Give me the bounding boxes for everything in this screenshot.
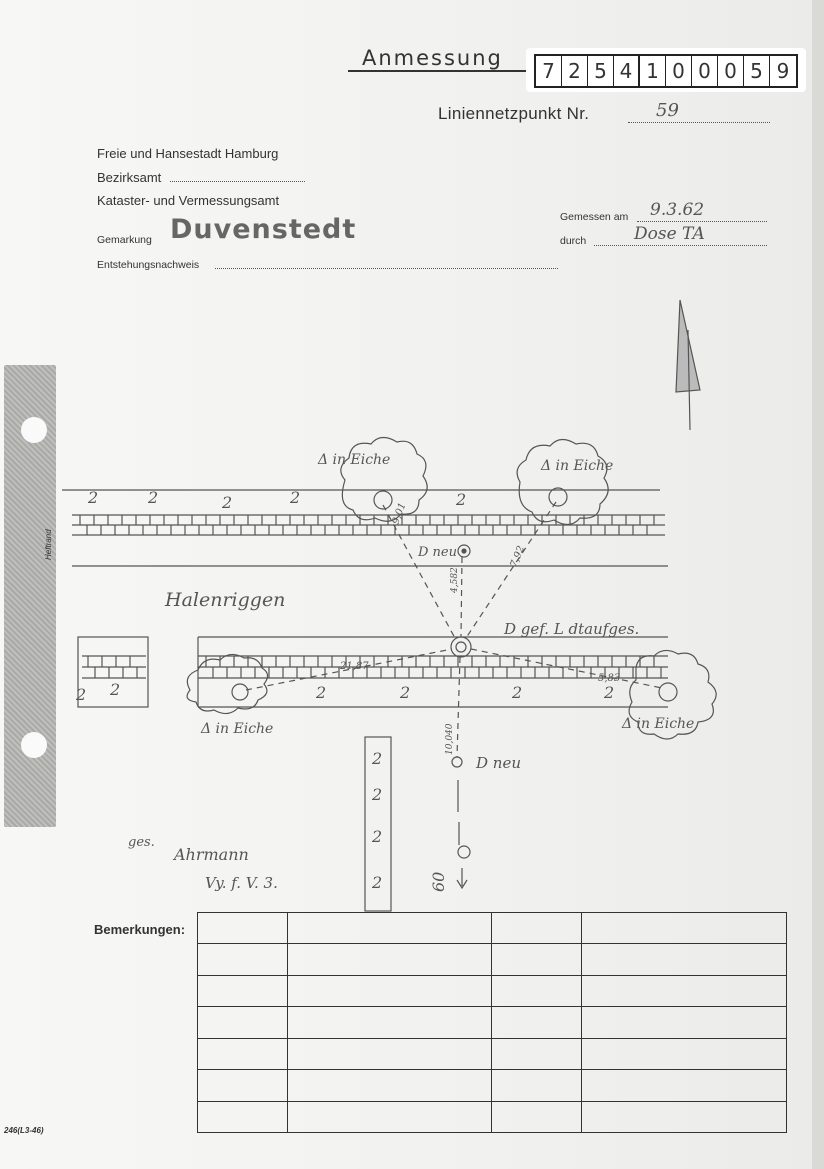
remarks-cell[interactable] — [491, 913, 581, 944]
point-number-digit: 7 — [536, 56, 562, 86]
tree-ne-marker — [549, 488, 567, 506]
point-next-marker — [458, 846, 470, 858]
remarks-cell[interactable] — [198, 1007, 288, 1038]
curb-mark: 2 — [372, 785, 383, 804]
remarks-cell[interactable] — [491, 975, 581, 1006]
point-number-digit: 1 — [640, 56, 666, 86]
form-code: 246(L3-46) — [4, 1126, 44, 1135]
curb-mark: 2 — [512, 683, 523, 702]
remarks-row — [198, 975, 787, 1006]
curb-mark: 2 — [456, 490, 467, 509]
tree-nw-marker — [374, 491, 392, 509]
heftrand-label: Heftrand — [44, 529, 53, 560]
form-title: Anmessung — [348, 46, 530, 72]
remarks-cell[interactable] — [581, 1007, 786, 1038]
curb-mark: 2 — [316, 683, 327, 702]
curb-marks — [75, 488, 614, 892]
remarks-cell[interactable] — [581, 1038, 786, 1069]
point-number-digit: 5 — [744, 56, 770, 86]
dist-w: 21,87 — [340, 661, 369, 672]
remarks-cell[interactable] — [198, 1070, 288, 1101]
entstehung-label: Entstehungsnachweis — [97, 259, 200, 271]
curb-mark: 2 — [148, 488, 159, 507]
street-name: Halenriggen — [165, 589, 286, 611]
dist-ne: 7,92 — [508, 544, 528, 570]
remarks-row — [198, 1070, 787, 1101]
point-label: Liniennetzpunkt Nr. — [438, 104, 590, 123]
point-value: 59 — [656, 100, 679, 121]
measure-line-ne — [466, 502, 556, 638]
remarks-table — [197, 912, 787, 1133]
gemarkung-label: Gemarkung — [97, 234, 152, 246]
durch-label: durch — [560, 235, 587, 247]
point-number-digit: 0 — [718, 56, 744, 86]
point-lower-marker — [452, 757, 462, 767]
tree-se-marker — [659, 683, 677, 701]
remarks-cell[interactable] — [198, 1038, 288, 1069]
office-line-2: Bezirksamt — [97, 170, 162, 185]
gemessen-label: Gemessen am — [560, 211, 629, 223]
remarks-cell[interactable] — [581, 1101, 786, 1132]
point-number-digit: 2 — [562, 56, 588, 86]
remarks-cell[interactable] — [581, 913, 786, 944]
point-number-digit: 5 — [588, 56, 614, 86]
remarks-row — [198, 944, 787, 975]
remarks-row — [198, 1007, 787, 1038]
point-number-digit: 0 — [692, 56, 718, 86]
curb-mark: 2 — [222, 493, 233, 512]
remarks-cell[interactable] — [491, 1070, 581, 1101]
remarks-cell[interactable] — [198, 1101, 288, 1132]
remarks-row — [198, 1038, 787, 1069]
office-line-3: Kataster- und Vermessungsamt — [97, 193, 280, 208]
durch-value: Dose TA — [634, 224, 705, 244]
dist-down: 10,040 — [445, 723, 455, 755]
remarks-cell[interactable] — [288, 913, 491, 944]
remarks-cell[interactable] — [288, 944, 491, 975]
gemessen-value: 9.3.62 — [650, 200, 705, 220]
curb-mark: 2 — [88, 488, 99, 507]
office-line-1: Freie und Hansestadt Hamburg — [97, 146, 279, 161]
curb-mark: 2 — [110, 680, 121, 699]
next-point-label: 60 — [429, 871, 448, 892]
tree-nw-label: Δ in Eiche — [318, 452, 391, 468]
point-upper-label: D neu — [418, 545, 457, 560]
dist-up: 4,582 — [450, 567, 460, 593]
remarks-cell[interactable] — [581, 944, 786, 975]
remarks-cell[interactable] — [288, 1070, 491, 1101]
tree-se-label: Δ in Eiche — [622, 716, 695, 732]
curb-mark: 2 — [604, 683, 615, 702]
north-arrow-icon — [676, 300, 700, 430]
point-number-digit: 0 — [666, 56, 692, 86]
remarks-cell[interactable] — [198, 944, 288, 975]
lower-street — [78, 637, 668, 707]
measure-line-up — [461, 557, 462, 637]
curb-mark: 2 — [290, 488, 301, 507]
tree-ne-label: Δ in Eiche — [541, 458, 614, 474]
remarks-cell[interactable] — [491, 1038, 581, 1069]
dist-nw: 9,01 — [390, 501, 409, 527]
tree-sw-icon — [187, 654, 267, 713]
curb-mark: 2 — [372, 749, 383, 768]
remarks-cell[interactable] — [288, 975, 491, 1006]
remarks-cell[interactable] — [288, 1007, 491, 1038]
remarks-cell[interactable] — [491, 944, 581, 975]
note-line-3: Vy. f. V. 3. — [205, 874, 278, 892]
tree-ne-icon — [517, 439, 608, 524]
note-line-1: ges. — [128, 835, 155, 850]
remarks-cell[interactable] — [198, 913, 288, 944]
remarks-cell[interactable] — [288, 1101, 491, 1132]
remarks-cell[interactable] — [581, 1070, 786, 1101]
point-center-label: D gef. L dtaufges. — [504, 620, 640, 638]
remarks-cell[interactable] — [198, 975, 288, 1006]
note-line-2: Ahrmann — [174, 845, 249, 864]
tree-sw-marker — [232, 684, 248, 700]
remarks-row — [198, 1101, 787, 1132]
gemarkung-stamp: Duvenstedt — [170, 214, 357, 245]
remarks-cell[interactable] — [288, 1038, 491, 1069]
curb-mark: 2 — [372, 827, 383, 846]
remarks-cell[interactable] — [491, 1101, 581, 1132]
remarks-row — [198, 913, 787, 944]
remarks-cell[interactable] — [491, 1007, 581, 1038]
curb-mark: 2 — [400, 683, 411, 702]
remarks-label: Bemerkungen: — [94, 922, 186, 937]
point-number-digit: 4 — [614, 56, 640, 86]
arrow-next-icon — [457, 868, 467, 888]
curb-mark: 2 — [76, 685, 87, 704]
point-center-marker — [451, 637, 471, 657]
point-number-digit: 9 — [776, 59, 790, 83]
remarks-cell[interactable] — [581, 975, 786, 1006]
tree-sw-label: Δ in Eiche — [201, 721, 274, 737]
point-lower-label: D neu — [476, 754, 521, 772]
curb-mark: 2 — [372, 873, 383, 892]
dist-e: 5,83 — [598, 673, 621, 684]
